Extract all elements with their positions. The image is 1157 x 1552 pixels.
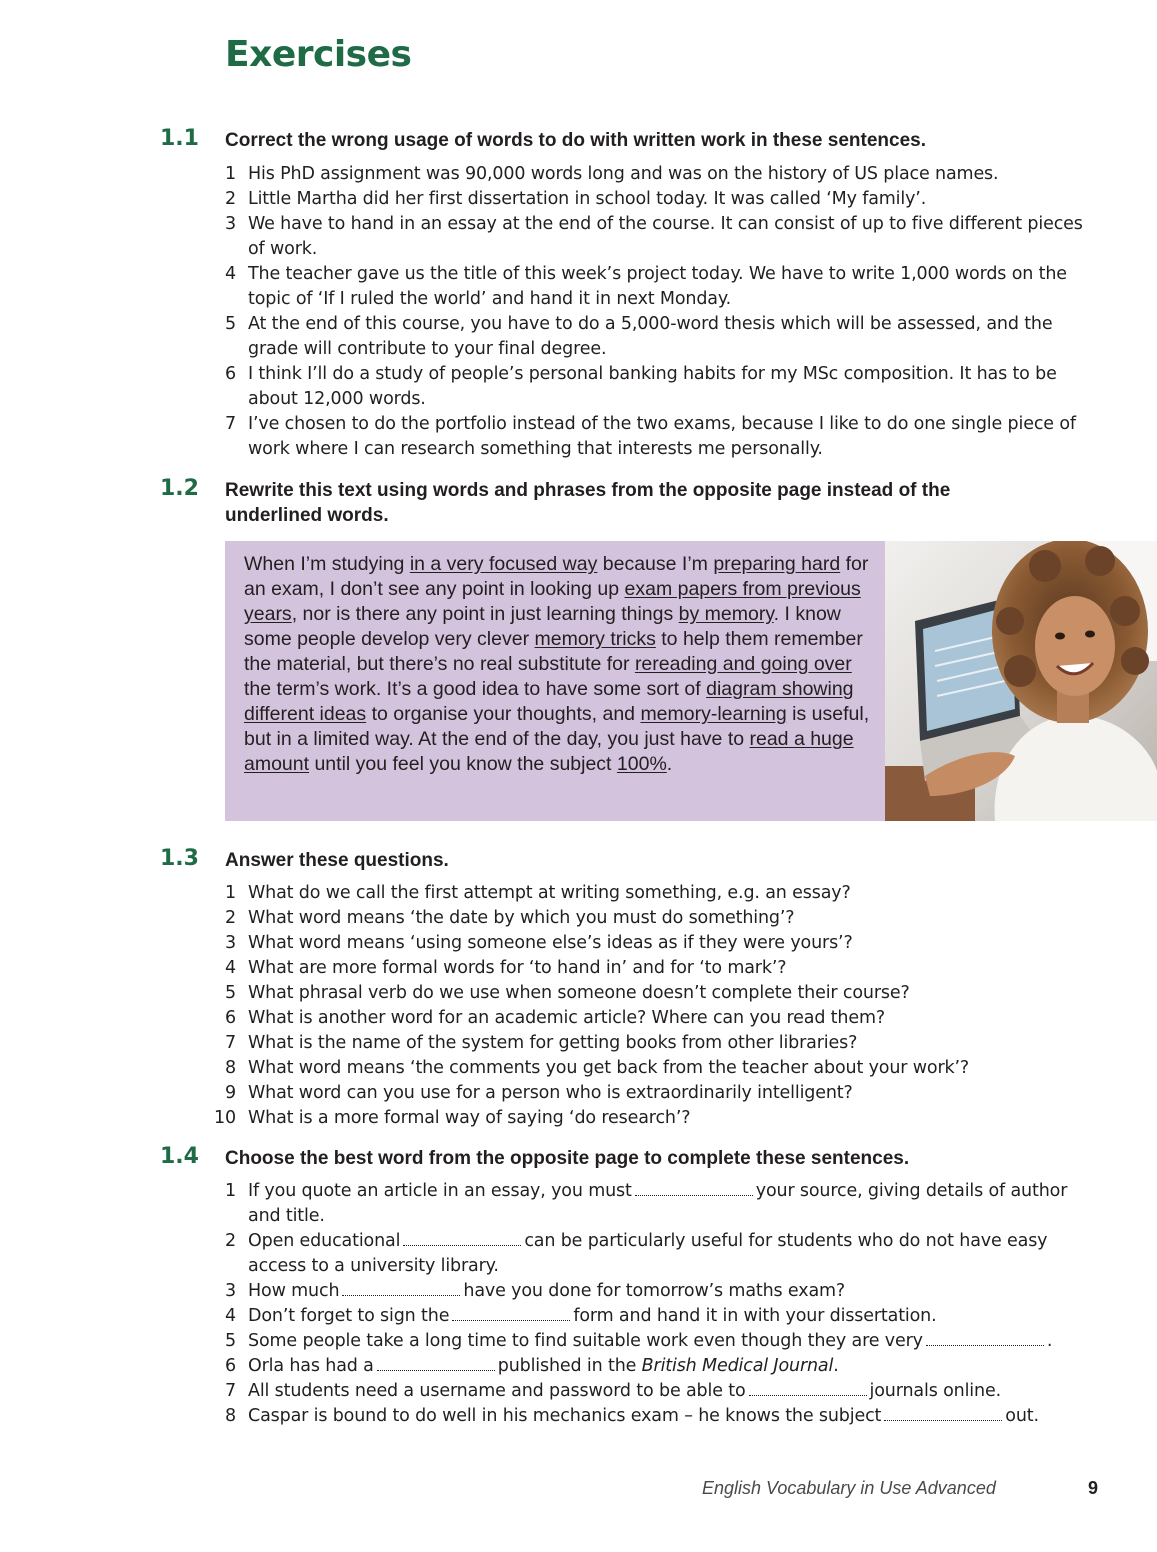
sentence-start: All students need a username and password to be able to	[248, 1381, 746, 1401]
item-number: 6	[225, 1356, 236, 1376]
item-number: 3	[225, 933, 236, 953]
item-number: 5	[225, 1331, 236, 1351]
list-item	[205, 187, 1095, 212]
sentence-end: form and hand it in with your dissertation.	[573, 1306, 937, 1326]
footer-book-title: English Vocabulary in Use Advanced	[702, 1478, 996, 1498]
item-text: What word can you use for a person who is extraordinarily intelligent?	[248, 1083, 853, 1103]
item-number: 5	[225, 314, 236, 334]
item-number: 1	[225, 1181, 236, 1201]
sentence-end: have you done for tomorrow’s maths exam?	[463, 1281, 846, 1301]
exercise-instruction: Answer these questions.	[225, 850, 449, 871]
item-text: His PhD assignment was 90,000 words long and was on the history of US place names.	[248, 164, 999, 184]
list-item	[205, 1279, 1095, 1304]
item-number: 6	[225, 364, 236, 384]
item-number: 4	[225, 958, 236, 978]
item-number: 3	[225, 1281, 236, 1301]
list-item	[205, 1404, 1095, 1429]
item-number: 7	[225, 414, 236, 434]
passage-text: until you feel you know the subject	[309, 753, 617, 775]
passage-text: for an exam, I don’t see any point in looking up	[244, 553, 869, 600]
list-item	[205, 1379, 1095, 1404]
page-number: 9	[1088, 1478, 1099, 1498]
answer-gap[interactable]	[635, 1194, 753, 1196]
item-text: We have to hand in an essay at the end of the course. It can consist of up to five different pieces of work.	[248, 214, 1083, 259]
exercise-instruction: Correct the wrong usage of words to do with written work in these sentences.	[225, 130, 926, 151]
item-number: 5	[225, 983, 236, 1003]
item-number: 4	[225, 1306, 236, 1326]
item-number: 2	[225, 189, 236, 209]
item-number: 9	[225, 1083, 236, 1103]
list-item	[205, 956, 1095, 981]
list-item	[205, 162, 1095, 187]
exercise-number: 1.3	[160, 846, 199, 871]
answer-gap[interactable]	[377, 1369, 495, 1371]
list-item	[205, 1179, 1095, 1229]
list-item	[205, 312, 1095, 362]
sentence-end: published in the	[497, 1356, 637, 1376]
item-text: What are more formal words for ‘to hand in’ and for ‘to mark’?	[248, 958, 787, 978]
item-text: What is another word for an academic article? Where can you read them?	[248, 1008, 885, 1028]
exercise-instruction: Rewrite this text using words and phrases from the opposite page instead of the underlined words.	[225, 480, 951, 526]
item-number: 2	[225, 908, 236, 928]
list-item	[205, 362, 1095, 412]
sentence-start: Caspar is bound to do well in his mechanics exam – he knows the subject	[248, 1406, 882, 1426]
item-number: 6	[225, 1008, 236, 1028]
underlined-phrase: memory tricks	[534, 628, 656, 650]
answer-gap[interactable]	[749, 1394, 867, 1396]
list-item	[205, 1304, 1095, 1329]
journal-title: British Medical Journal	[641, 1356, 834, 1376]
list-item	[205, 1329, 1095, 1354]
item-number: 7	[225, 1381, 236, 1401]
passage-text: to help them remember the material, but there’s no real substitute for	[244, 628, 863, 675]
item-text: Little Martha did her first dissertation in school today. It was called ‘My family’.	[248, 189, 927, 209]
passage-text: to organise your thoughts, and	[366, 703, 641, 725]
item-text: The teacher gave us the title of this week’s project today. We have to write 1,000 words on the topic of ‘If I ruled the world’ and hand it in next Monday.	[248, 264, 1067, 309]
exercise-number: 1.2	[160, 476, 199, 501]
sentence-period: .	[833, 1356, 839, 1376]
list-item	[205, 1229, 1095, 1279]
passage-text: , nor is there any point in just learning things	[291, 603, 679, 625]
sentence-start: How much	[248, 1281, 340, 1301]
item-number: 7	[225, 1033, 236, 1053]
answer-gap[interactable]	[452, 1319, 570, 1321]
item-number: 1	[225, 164, 236, 184]
passage-text: .	[666, 753, 673, 775]
sentence-end: can be particularly useful for students who do not have easy access to a university library.	[248, 1231, 1048, 1276]
item-text: What word means ‘using someone else’s ideas as if they were yours’?	[248, 933, 853, 953]
list-item	[205, 412, 1095, 462]
exercise-number: 1.4	[160, 1144, 199, 1169]
item-text: What do we call the first attempt at writing something, e.g. an essay?	[248, 883, 851, 903]
underlined-phrase: read a huge amount	[244, 728, 854, 775]
exercise-number: 1.1	[160, 126, 199, 151]
list-item	[205, 881, 1095, 906]
sentence-start: Don’t forget to sign the	[248, 1306, 450, 1326]
answer-gap[interactable]	[403, 1244, 521, 1246]
item-number: 2	[225, 1231, 236, 1251]
item-text: I think I’ll do a study of people’s personal banking habits for my MSc composition. It has to be about 12,000 words.	[248, 364, 1057, 409]
exercise-1-1-items	[205, 162, 1095, 462]
item-number: 8	[225, 1406, 236, 1426]
answer-gap[interactable]	[884, 1419, 1002, 1421]
list-item	[205, 1081, 1095, 1106]
item-text: What is a more formal way of saying ‘do research’?	[248, 1108, 691, 1128]
sentence-end: your source, giving details of author and title.	[248, 1181, 1068, 1226]
underlined-phrase: memory-learning	[640, 703, 787, 725]
exercise-1-4-items	[205, 1179, 1095, 1429]
list-item	[205, 931, 1095, 956]
underlined-phrase: in a very focused way	[409, 553, 598, 575]
item-text: What word means ‘the date by which you must do something’?	[248, 908, 795, 928]
sentence-end: journals online.	[869, 1381, 1001, 1401]
sentence-start: If you quote an article in an essay, you must	[248, 1181, 632, 1201]
sentence-start: Orla has had a	[248, 1356, 374, 1376]
item-number: 3	[225, 214, 236, 234]
page-title: Exercises	[225, 34, 412, 75]
underlined-phrase: preparing hard	[713, 553, 841, 575]
sentence-start: Open educational	[248, 1231, 401, 1251]
passage-text: the term’s work. It’s a good idea to have some sort of	[244, 678, 707, 700]
underlined-phrase: rereading and going over	[634, 653, 852, 675]
item-text: At the end of this course, you have to do a 5,000-word thesis which will be assessed, and the grade will contribute to your final degree.	[248, 314, 1053, 359]
passage-text: is useful, but in a limited way. At the end of the day, you just have to	[244, 703, 870, 750]
underlined-phrase: 100%	[616, 753, 667, 775]
list-item	[205, 906, 1095, 931]
item-number: 8	[225, 1058, 236, 1078]
list-item	[205, 1106, 1095, 1131]
item-number: 10	[214, 1108, 236, 1128]
item-text: What word means ‘the comments you get back from the teacher about your work’?	[248, 1058, 970, 1078]
underlined-phrase: exam papers from previous years	[244, 578, 861, 625]
student-photo	[885, 541, 1157, 821]
item-text: I’ve chosen to do the portfolio instead of the two exams, because I like to do one single piece of work where I can research something that interests me personally.	[248, 414, 1076, 459]
exercise-instruction: Choose the best word from the opposite page to complete these sentences.	[225, 1148, 910, 1169]
answer-gap[interactable]	[926, 1344, 1044, 1346]
item-number: 4	[225, 264, 236, 284]
answer-gap[interactable]	[342, 1294, 460, 1296]
sentence-end: out.	[1005, 1406, 1039, 1426]
list-item	[205, 1031, 1095, 1056]
passage-text: When I’m studying	[244, 553, 410, 575]
underlined-phrase: by memory	[678, 603, 774, 625]
list-item	[205, 212, 1095, 262]
list-item	[205, 1056, 1095, 1081]
item-text: What is the name of the system for getting books from other libraries?	[248, 1033, 858, 1053]
passage-text: . I know some people develop very clever	[244, 603, 841, 650]
item-text: What phrasal verb do we use when someone doesn’t complete their course?	[248, 983, 910, 1003]
rewrite-passage-box	[225, 541, 885, 821]
passage-text: because I’m	[597, 553, 714, 575]
list-item	[205, 1354, 1095, 1379]
list-item	[205, 981, 1095, 1006]
item-number: 1	[225, 883, 236, 903]
exercise-1-3-items	[205, 881, 1095, 1131]
list-item	[205, 262, 1095, 312]
sentence-end: .	[1046, 1331, 1053, 1351]
sentence-start: Some people take a long time to find suitable work even though they are very	[248, 1331, 923, 1351]
list-item	[205, 1006, 1095, 1031]
underlined-phrase: diagram showing different ideas	[244, 678, 854, 725]
